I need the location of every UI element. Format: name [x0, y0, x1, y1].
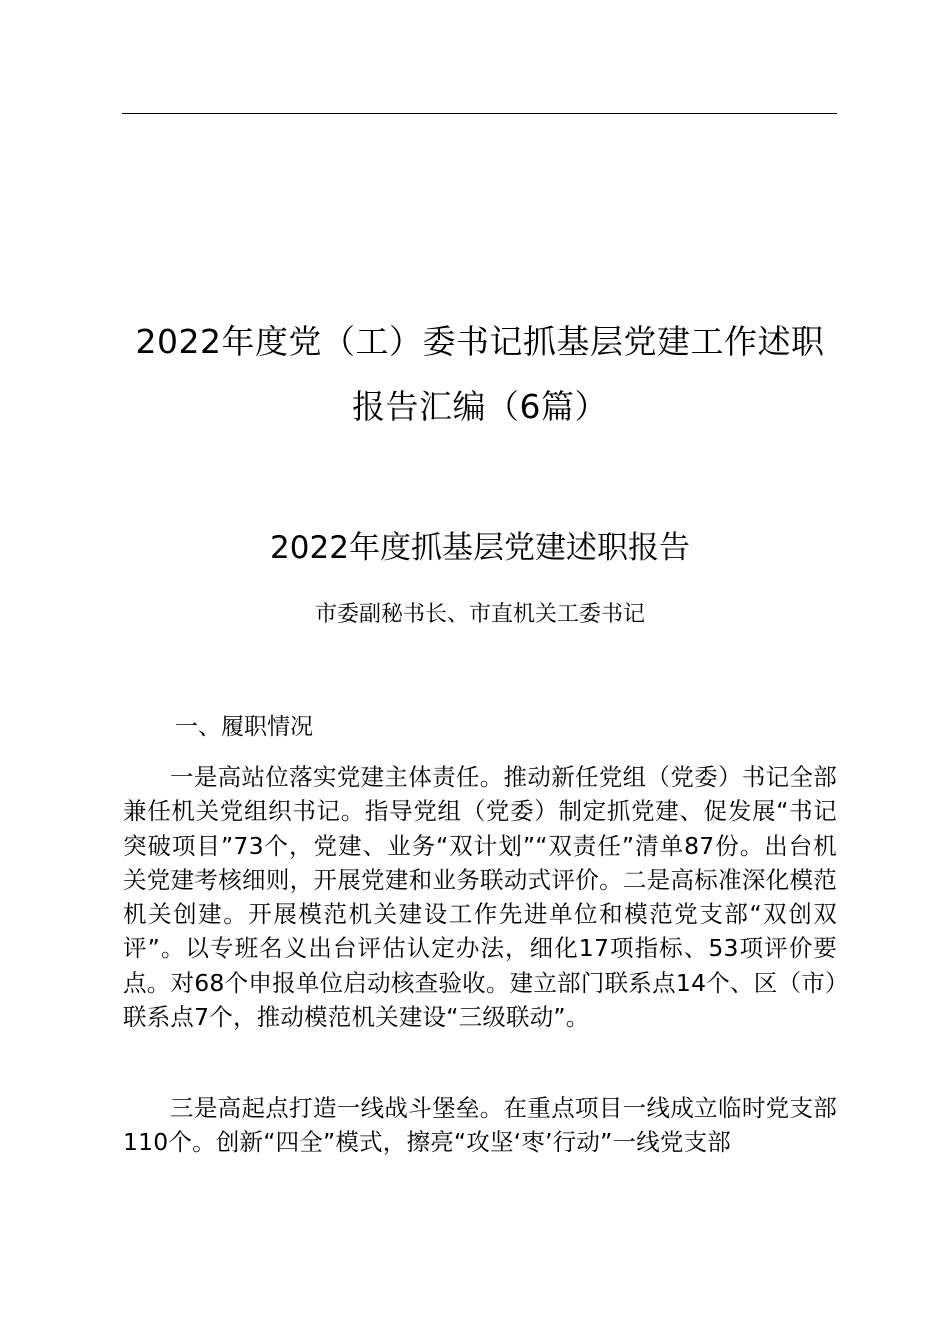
report-title: 2022年度抓基层党建述职报告	[270, 530, 690, 566]
main-title-line-2: 报告汇编（6篇）	[352, 387, 608, 426]
header-rule	[122, 113, 837, 114]
body-paragraph-1: 一是高站位落实党建主体责任。推动新任党组（党委）书记全部兼任机关党组织书记。指导党组（党委）制定抓党建、促发展“书记突破项目”73个，党建、业务“双计划”“双责任”清单87份。出台机关党建考核细则，开展党建和业务联动式评价。二是高标准深化模范机关创建。开展模范机关建设工作先进单位和模范党支部“双创双评”。以专班名义出台评估认定办法，细化17项指标、53项评价要点。对68个申报单位启动核查验收。建立部门联系点14个、区（市）联系点7个，推动模范机关建设“三级联动”。	[123, 763, 837, 1032]
body-paragraph-2: 三是高起点打造一线战斗堡垒。在重点项目一线成立临时党支部110个。创新“四全”模式，擦亮“攻坚‘枣’行动”一线党支部	[123, 1094, 837, 1157]
author-line: 市委副秘书长、市直机关工委书记	[314, 602, 645, 627]
section-heading: 一、履职情况	[175, 714, 313, 740]
main-title-line-1: 2022年度党（工）委书记抓基层党建工作述职	[135, 322, 825, 361]
